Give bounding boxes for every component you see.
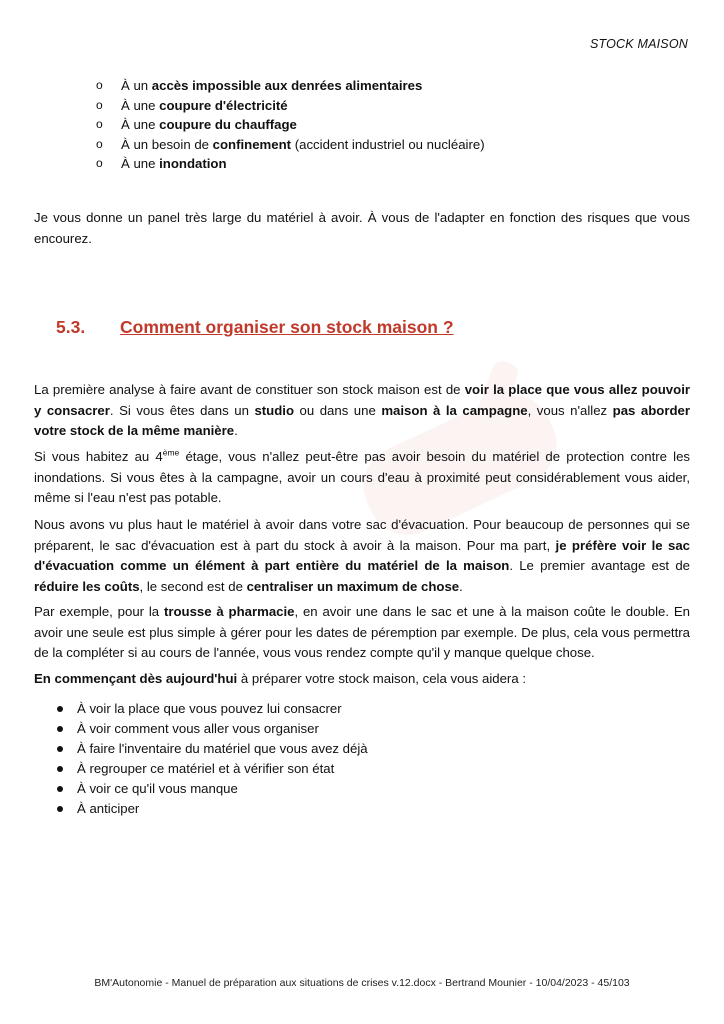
section-heading bbox=[56, 317, 454, 338]
bullet-icon bbox=[57, 746, 63, 752]
paragraph-pharmacy: Par exemple, pour la trousse à pharmacie, en avoir une dans le sac et une à la maison coûte le double. En avoir une seule est plus simple à gérer pour les dates de péremption par exemple. De plus, cela vous permettra de la compléter si au cours de l'année, vous vous rendez compte qu'il y manque quelque chose. bbox=[34, 604, 690, 660]
page-footer: BM'Autonomie - Manuel de préparation aux situations de crises v.12.docx - Bertrand Mounier - 10/04/2023 - 45/103 bbox=[94, 977, 630, 989]
paragraph-starting: En commençant dès aujourd'hui à préparer votre stock maison, cela vous aidera : bbox=[34, 671, 526, 686]
list-item: o À un besoin de confinement (accident industriel ou nucléaire) bbox=[96, 135, 485, 155]
circle-bullet-icon: o bbox=[96, 78, 103, 92]
intro-paragraph: Je vous donne un panel très large du matériel à avoir. À vous de l'adapter en fonction des risques que vous encourez. bbox=[34, 210, 690, 246]
circle-bullet-icon: o bbox=[96, 117, 103, 131]
list-item: o À une coupure d'électricité bbox=[96, 96, 485, 116]
section-number: 5.3. bbox=[56, 317, 86, 337]
list-item: À voir la place que vous pouvez lui consacrer bbox=[56, 699, 368, 719]
list-item: o À une coupure du chauffage bbox=[96, 115, 485, 135]
bullet-icon bbox=[57, 706, 63, 712]
page-header: STOCK MAISON bbox=[589, 37, 688, 51]
bullet-icon bbox=[57, 766, 63, 772]
paragraph-evacuation-bag: Nous avons vu plus haut le matériel à avoir dans votre sac d'évacuation. Pour beaucoup de personnes qui se préparent, le sac d'évacuation est à part du stock à avoir à la maison. Pour ma part, je préfère voir le sac d'évacuation comme un élément à part entière du matériel de la maison. Le premier avantage est de réduire les coûts, le second est de centraliser un maximum de chose. bbox=[34, 517, 690, 594]
paragraph-location: Si vous habitez au 4ème étage, vous n'allez peut-être pas avoir besoin du matériel de protection contre les inondations. Si vous êtes à la campagne, avoir un cours d'eau à proximité peut considérablement vous aider, même si l'eau n'est pas potable. bbox=[34, 447, 691, 505]
bullet-icon bbox=[57, 726, 63, 732]
list-item: o À un accès impossible aux denrées alimentaires bbox=[96, 76, 485, 96]
circle-bullet-icon: o bbox=[96, 136, 103, 151]
list-item: o À une inondation bbox=[96, 154, 485, 174]
list-item: À regrouper ce matériel et à vérifier son état bbox=[56, 759, 368, 779]
list-item: À voir comment vous aller vous organiser bbox=[56, 719, 368, 739]
section-title: Comment organiser son stock maison ? bbox=[120, 317, 454, 337]
circle-bullet-icon: o bbox=[96, 156, 103, 170]
benefits-list bbox=[56, 699, 368, 819]
bullet-icon bbox=[57, 786, 63, 792]
risk-sublist bbox=[96, 76, 485, 174]
list-item: À voir ce qu'il vous manque bbox=[56, 779, 368, 799]
bullet-icon bbox=[57, 806, 63, 812]
list-item: À anticiper bbox=[56, 799, 368, 819]
list-item: À faire l'inventaire du matériel que vous avez déjà bbox=[56, 739, 368, 759]
paragraph-space: La première analyse à faire avant de constituer son stock maison est de voir la place que vous allez pouvoir y consacrer. Si vous êtes dans un studio ou dans une maison à la campagne, vous n'allez pas aborder votre stock de la même manière. bbox=[34, 382, 690, 438]
circle-bullet-icon: o bbox=[96, 97, 103, 112]
